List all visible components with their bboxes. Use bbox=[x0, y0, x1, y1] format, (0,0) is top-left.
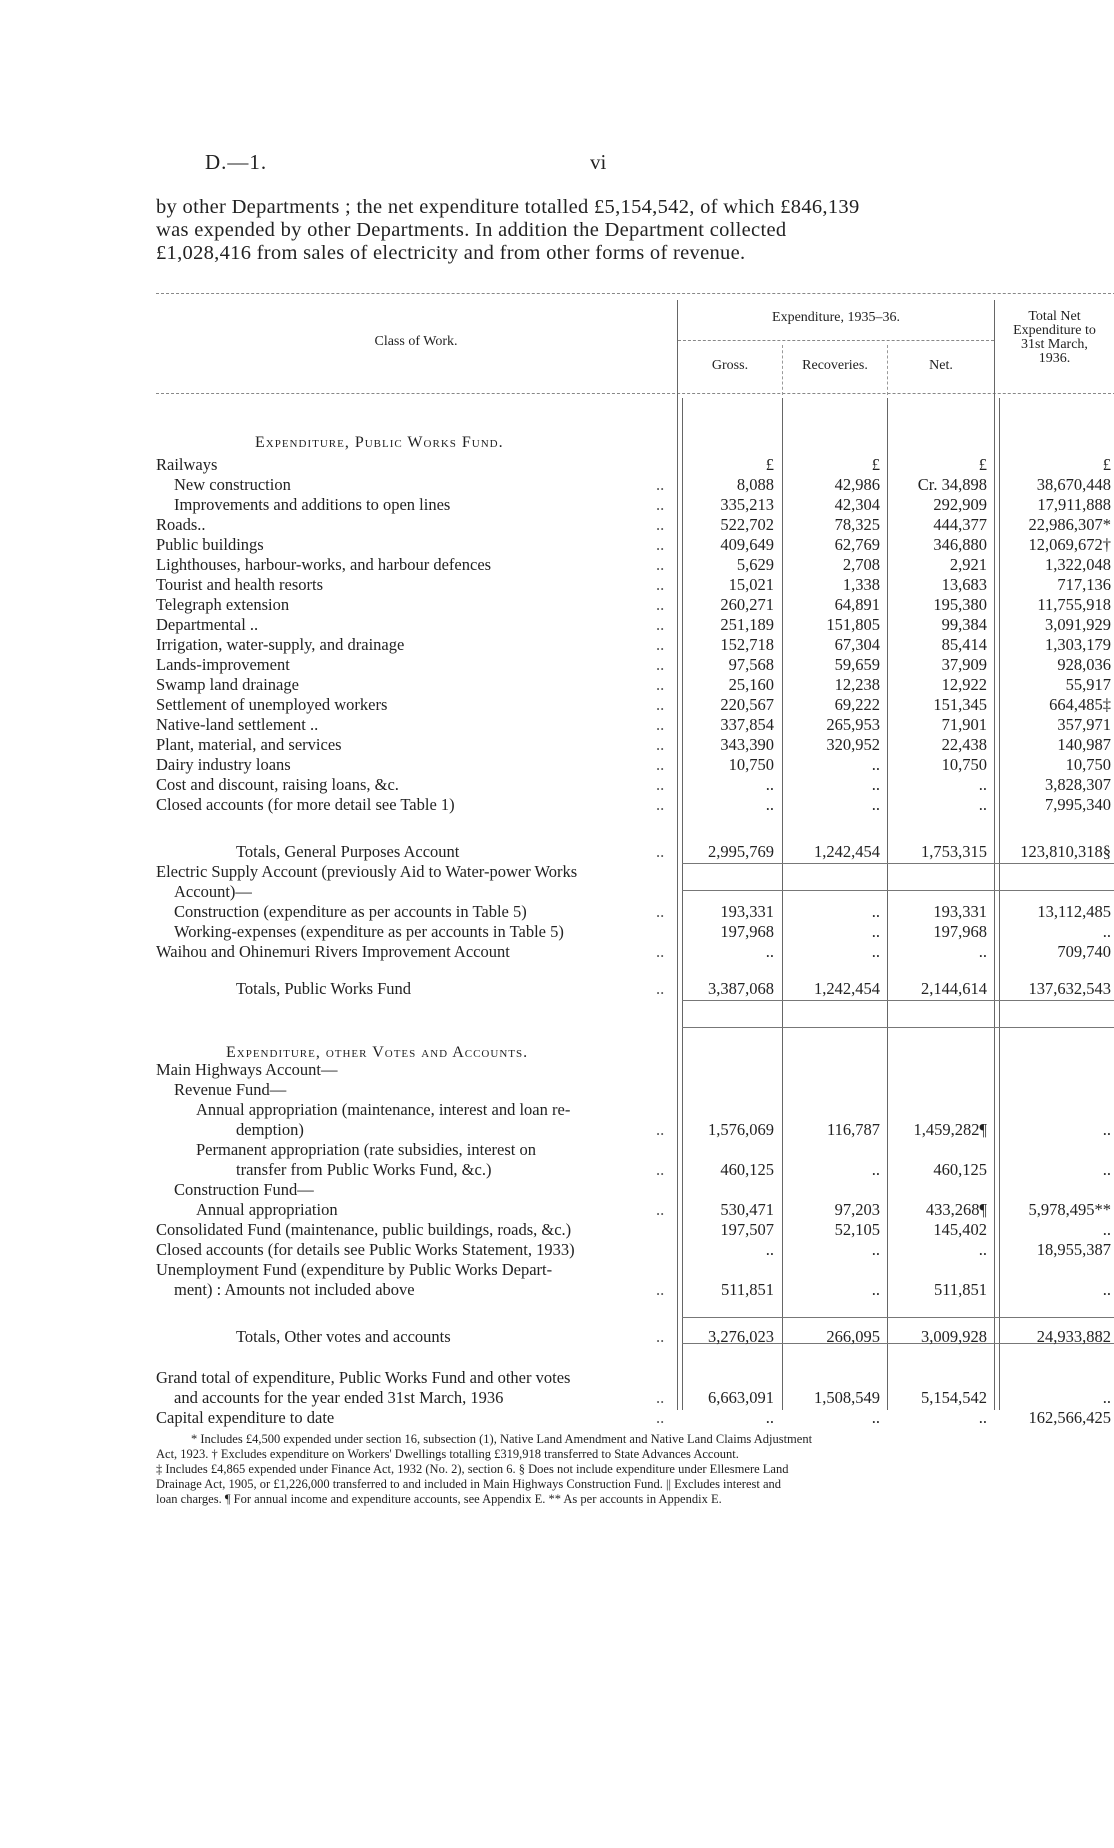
cell-c3: 511,851 bbox=[933, 1280, 987, 1299]
row-label: Totals, General Purposes Account bbox=[236, 842, 460, 861]
row-label: Closed accounts (for details see Public Works Statement, 1933) bbox=[156, 1240, 575, 1259]
cell-c3: .. bbox=[978, 942, 987, 961]
leader-dots: .. bbox=[656, 535, 665, 554]
row-label: Waihou and Ohinemuri Rivers Improvement Account bbox=[156, 942, 510, 961]
row-label: Grand total of expenditure, Public Works Fund and other votes bbox=[156, 1368, 571, 1387]
total-rule bbox=[682, 1317, 1114, 1318]
cell-c2: 1,242,454 bbox=[814, 842, 880, 861]
leader-dots: .. bbox=[656, 715, 665, 734]
leader-dots: .. bbox=[656, 795, 665, 814]
expenditure-group-header: Expenditure, 1935–36. bbox=[772, 310, 900, 325]
cell-c4: 18,955,387 bbox=[1036, 1240, 1111, 1259]
leader-dots: .. bbox=[656, 1200, 665, 1219]
row-label: Roads.. bbox=[156, 515, 206, 534]
footnote-line: Drainage Act, 1905, or £1,226,000 transferred to and included in Main Highways Construction Fund. || Excludes interest and bbox=[156, 1477, 782, 1491]
cell-c4: 123,810,318§ bbox=[1020, 842, 1111, 861]
footnote-line: loan charges. ¶ For annual income and expenditure accounts, see Appendix E. ** As per accounts in Appendix E. bbox=[156, 1492, 722, 1506]
table-row bbox=[0, 595, 1114, 615]
leader-dots: .. bbox=[656, 495, 665, 514]
leader-dots: .. bbox=[656, 475, 665, 494]
cell-c3: 12,922 bbox=[941, 675, 987, 694]
row-label: Dairy industry loans bbox=[156, 755, 291, 774]
cell-c1: 152,718 bbox=[720, 635, 774, 654]
cell-c2: 52,105 bbox=[834, 1220, 880, 1239]
cell-c2: 1,338 bbox=[842, 575, 880, 594]
row-label: Permanent appropriation (rate subsidies, interest on bbox=[196, 1140, 536, 1159]
table-row bbox=[0, 1327, 1114, 1347]
cell-c3: 22,438 bbox=[941, 735, 987, 754]
cell-c4: 55,917 bbox=[1065, 675, 1111, 694]
cell-c1: 522,702 bbox=[720, 515, 774, 534]
leader-dots: .. bbox=[656, 1120, 665, 1139]
row-label: Lighthouses, harbour-works, and harbour defences bbox=[156, 555, 492, 574]
cell-c3: 195,380 bbox=[933, 595, 987, 614]
cell-c4: 10,750 bbox=[1065, 755, 1111, 774]
table-row bbox=[0, 695, 1114, 715]
table-top-rule bbox=[156, 293, 1114, 294]
row-label: Swamp land drainage bbox=[156, 675, 299, 694]
cell-c3: 85,414 bbox=[941, 635, 987, 654]
leader-dots: .. bbox=[656, 575, 665, 594]
cell-c4: 22,986,307* bbox=[1028, 515, 1111, 534]
row-label: Annual appropriation bbox=[196, 1200, 338, 1219]
cell-c2: 42,304 bbox=[834, 495, 880, 514]
cell-c4: .. bbox=[1102, 1120, 1111, 1139]
cell-c4: 38,670,448 bbox=[1036, 475, 1111, 494]
leader-dots: .. bbox=[656, 755, 665, 774]
page-number: vi bbox=[590, 150, 607, 174]
cell-c1: 15,021 bbox=[728, 575, 774, 594]
cell-c3: 444,377 bbox=[933, 515, 987, 534]
leader-dots: .. bbox=[656, 902, 665, 921]
cell-c3: 460,125 bbox=[933, 1160, 987, 1179]
cell-c3: 151,345 bbox=[933, 695, 987, 714]
leader-dots: .. bbox=[656, 735, 665, 754]
row-label: Settlement of unemployed workers bbox=[156, 695, 388, 714]
cell-c1: 2,995,769 bbox=[708, 842, 774, 861]
cell-c4: 928,036 bbox=[1057, 655, 1111, 674]
cell-c2: 78,325 bbox=[834, 515, 880, 534]
table-row bbox=[0, 1080, 1114, 1100]
cell-c3: Cr. 34,898 bbox=[917, 475, 987, 494]
cell-c2: 1,508,549 bbox=[814, 1388, 880, 1407]
cell-c2: .. bbox=[871, 775, 880, 794]
cell-c3: 433,268¶ bbox=[925, 1200, 987, 1219]
row-label: New construction bbox=[174, 475, 291, 494]
cell-c1: 530,471 bbox=[720, 1200, 774, 1219]
leader-dots: .. bbox=[656, 655, 665, 674]
cell-c1: .. bbox=[765, 795, 774, 814]
cell-c1: 8,088 bbox=[736, 475, 774, 494]
cell-c3: 197,968 bbox=[933, 922, 987, 941]
table-row bbox=[0, 495, 1114, 515]
cell-c2: .. bbox=[871, 942, 880, 961]
row-label: transfer from Public Works Fund, &c.) bbox=[236, 1160, 492, 1179]
cell-c2: 1,242,454 bbox=[814, 979, 880, 998]
table-row bbox=[0, 775, 1114, 795]
cell-c2: .. bbox=[871, 1240, 880, 1259]
cell-c1: .. bbox=[765, 1408, 774, 1427]
cell-c3: 145,402 bbox=[933, 1220, 987, 1239]
cell-c2: 320,952 bbox=[826, 735, 880, 754]
cell-c1: 409,649 bbox=[720, 535, 774, 554]
table-row bbox=[0, 575, 1114, 595]
cell-c2: .. bbox=[871, 1280, 880, 1299]
table-row bbox=[0, 455, 1114, 475]
cell-c3: 13,683 bbox=[941, 575, 987, 594]
gross-header: Gross. bbox=[711, 358, 749, 373]
table-row bbox=[0, 942, 1114, 962]
cell-c1: 97,568 bbox=[728, 655, 774, 674]
row-label: Account)— bbox=[174, 882, 252, 901]
cell-c2: 2,708 bbox=[842, 555, 880, 574]
intro-line: £1,028,416 from sales of electricity and from other forms of revenue. bbox=[156, 242, 746, 264]
cell-c1: 260,271 bbox=[720, 595, 774, 614]
total-net-header: Total Net Expenditure to 31st March, 1936. bbox=[1013, 309, 1096, 366]
cell-c3: 5,154,542 bbox=[921, 1388, 987, 1407]
table-row bbox=[0, 1120, 1114, 1140]
cell-c4: £ bbox=[1102, 455, 1111, 474]
row-label: Totals, Other votes and accounts bbox=[236, 1327, 451, 1346]
recoveries-header: Recoveries. bbox=[802, 358, 868, 373]
cell-c4: .. bbox=[1102, 1220, 1111, 1239]
cell-c1: 337,854 bbox=[720, 715, 774, 734]
table-row bbox=[0, 475, 1114, 495]
cell-c4: 664,485‡ bbox=[1049, 695, 1111, 714]
row-label: Departmental .. bbox=[156, 615, 259, 634]
cell-c4: 11,755,918 bbox=[1037, 595, 1111, 614]
cell-c2: 151,805 bbox=[826, 615, 880, 634]
cell-c3: .. bbox=[978, 775, 987, 794]
table-row bbox=[0, 1140, 1114, 1160]
cell-c4: 5,978,495** bbox=[1028, 1200, 1111, 1219]
row-label: Improvements and additions to open lines bbox=[174, 495, 451, 514]
cell-c1: .. bbox=[765, 942, 774, 961]
cell-c2: 266,095 bbox=[826, 1327, 880, 1346]
cell-c4: 717,136 bbox=[1057, 575, 1111, 594]
leader-dots: .. bbox=[656, 942, 665, 961]
cell-c1: 193,331 bbox=[720, 902, 774, 921]
row-label: Unemployment Fund (expenditure by Public Works Depart- bbox=[156, 1260, 553, 1279]
table-row bbox=[0, 1388, 1114, 1408]
cell-c2: 42,986 bbox=[834, 475, 880, 494]
cell-c3: 3,009,928 bbox=[921, 1327, 987, 1346]
row-label: Public buildings bbox=[156, 535, 264, 554]
leader-dots: .. bbox=[656, 1408, 665, 1427]
table-row bbox=[0, 979, 1114, 999]
row-label: Tourist and health resorts bbox=[156, 575, 324, 594]
row-label: demption) bbox=[236, 1120, 304, 1139]
cell-c4: 1,303,179 bbox=[1045, 635, 1111, 654]
leader-dots: .. bbox=[656, 842, 665, 861]
cell-c2: 97,203 bbox=[834, 1200, 880, 1219]
table-row bbox=[0, 902, 1114, 922]
table-row bbox=[0, 1180, 1114, 1200]
cell-c1: 25,160 bbox=[728, 675, 774, 694]
table-row bbox=[0, 882, 1114, 902]
leader-dots: .. bbox=[656, 595, 665, 614]
cell-c3: 71,901 bbox=[941, 715, 987, 734]
cell-c4: 709,740 bbox=[1057, 942, 1111, 961]
table-row bbox=[0, 1060, 1114, 1080]
row-label: Closed accounts (for more detail see Table 1) bbox=[156, 795, 455, 814]
table-row bbox=[0, 1240, 1114, 1260]
intro-paragraph bbox=[156, 196, 1056, 265]
table-row bbox=[0, 615, 1114, 635]
leader-dots: .. bbox=[656, 1280, 665, 1299]
leader-dots: .. bbox=[656, 979, 665, 998]
section-title-other-votes: Expenditure, other Votes and Accounts. bbox=[226, 1044, 529, 1061]
row-label: Construction Fund— bbox=[174, 1180, 314, 1199]
leader-dots: .. bbox=[656, 1160, 665, 1179]
leader-dots: .. bbox=[656, 695, 665, 714]
intro-line: was expended by other Departments. In addition the Department collected bbox=[156, 219, 787, 241]
table-row bbox=[0, 1220, 1114, 1240]
row-label: Plant, material, and services bbox=[156, 735, 342, 754]
leader-dots: .. bbox=[656, 615, 665, 634]
table-row bbox=[0, 1280, 1114, 1300]
footnote-line: ‡ Includes £4,865 expended under Finance Act, 1932 (No. 2), section 6. § Does not include expenditure under Ellesmere Land bbox=[156, 1462, 789, 1476]
cell-c3: 99,384 bbox=[941, 615, 987, 634]
total-rule bbox=[682, 1027, 1114, 1028]
net-header: Net. bbox=[929, 358, 953, 373]
row-label: Telegraph extension bbox=[156, 595, 290, 614]
section-title-public-works: Expenditure, Public Works Fund. bbox=[255, 434, 504, 451]
row-label: Native-land settlement .. bbox=[156, 715, 319, 734]
row-label: Working-expenses (expenditure as per accounts in Table 5) bbox=[174, 922, 564, 941]
cell-c2: .. bbox=[871, 755, 880, 774]
cell-c2: .. bbox=[871, 1160, 880, 1179]
class-of-work-header: Class of Work. bbox=[374, 334, 458, 349]
cell-c4: 3,828,307 bbox=[1045, 775, 1111, 794]
cell-c1: 343,390 bbox=[720, 735, 774, 754]
cell-c3: £ bbox=[978, 455, 987, 474]
footnote-line: Act, 1923. † Excludes expenditure on Workers' Dwellings totalling £319,918 transferred to State Advances Account. bbox=[156, 1447, 739, 1461]
footnotes bbox=[156, 1432, 1114, 1507]
cell-c4: 140,987 bbox=[1057, 735, 1111, 754]
cell-c1: 6,663,091 bbox=[708, 1388, 774, 1407]
row-label: Revenue Fund— bbox=[174, 1080, 287, 1099]
table-row bbox=[0, 755, 1114, 775]
cell-c1: 10,750 bbox=[728, 755, 774, 774]
footnote-line: * Includes £4,500 expended under section 16, subsection (1), Native Land Amendment and Native Land Claims Adjustment bbox=[191, 1432, 813, 1446]
table-row bbox=[0, 515, 1114, 535]
row-label: Lands-improvement bbox=[156, 655, 290, 674]
cell-c4: .. bbox=[1102, 1388, 1111, 1407]
cell-c2: 69,222 bbox=[834, 695, 880, 714]
cell-c2: 116,787 bbox=[826, 1120, 880, 1139]
row-label: and accounts for the year ended 31st March, 1936 bbox=[174, 1388, 504, 1407]
leader-dots: .. bbox=[656, 555, 665, 574]
table-row bbox=[0, 1368, 1114, 1388]
cell-c3: 2,144,614 bbox=[921, 979, 987, 998]
table-row bbox=[0, 635, 1114, 655]
cell-c1: 3,276,023 bbox=[708, 1327, 774, 1346]
cell-c1: .. bbox=[765, 1240, 774, 1259]
leader-dots: .. bbox=[656, 1327, 665, 1346]
cell-c1: 251,189 bbox=[720, 615, 774, 634]
table-row bbox=[0, 1100, 1114, 1120]
cell-c2: 59,659 bbox=[834, 655, 880, 674]
row-label: Annual appropriation (maintenance, interest and loan re- bbox=[196, 1100, 571, 1119]
table-row bbox=[0, 842, 1114, 862]
cell-c4: 7,995,340 bbox=[1045, 795, 1111, 814]
table-row bbox=[0, 1200, 1114, 1220]
cell-c1: 511,851 bbox=[720, 1280, 774, 1299]
cell-c3: .. bbox=[978, 1240, 987, 1259]
cell-c1: £ bbox=[765, 455, 774, 474]
leader-dots: .. bbox=[656, 635, 665, 654]
cell-c3: 2,921 bbox=[949, 555, 987, 574]
row-label: Electric Supply Account (previously Aid to Water-power Works bbox=[156, 862, 578, 881]
cell-c2: 265,953 bbox=[826, 715, 880, 734]
row-label: Cost and discount, raising loans, &c. bbox=[156, 775, 399, 794]
cell-c3: 292,909 bbox=[933, 495, 987, 514]
table-row bbox=[0, 1260, 1114, 1280]
table-row bbox=[0, 795, 1114, 815]
cell-c3: 10,750 bbox=[941, 755, 987, 774]
cell-c2: .. bbox=[871, 795, 880, 814]
cell-c1: 3,387,068 bbox=[708, 979, 774, 998]
intro-line: by other Departments ; the net expenditure totalled £5,154,542, of which £846,139 bbox=[156, 196, 860, 218]
cell-c2: .. bbox=[871, 1408, 880, 1427]
header-bottom-rule bbox=[156, 393, 1114, 394]
cell-c4: .. bbox=[1102, 922, 1111, 941]
cell-c2: .. bbox=[871, 922, 880, 941]
cell-c4: 3,091,929 bbox=[1045, 615, 1111, 634]
cell-c4: 13,112,485 bbox=[1037, 902, 1111, 921]
document-code: D.—1. bbox=[205, 150, 268, 174]
leader-dots: .. bbox=[656, 675, 665, 694]
row-label: Irrigation, water-supply, and drainage bbox=[156, 635, 405, 654]
cell-c1: 220,567 bbox=[720, 695, 774, 714]
cell-c4: 162,566,425 bbox=[1028, 1408, 1111, 1427]
row-label: Capital expenditure to date bbox=[156, 1408, 335, 1427]
cell-c1: 335,213 bbox=[720, 495, 774, 514]
cell-c2: .. bbox=[871, 902, 880, 921]
cell-c1: .. bbox=[765, 775, 774, 794]
cell-c4: 357,971 bbox=[1057, 715, 1111, 734]
cell-c4: .. bbox=[1102, 1280, 1111, 1299]
cell-c4: 1,322,048 bbox=[1045, 555, 1111, 574]
cell-c2: 62,769 bbox=[834, 535, 880, 554]
table-row bbox=[0, 715, 1114, 735]
cell-c2: 12,238 bbox=[834, 675, 880, 694]
cell-c3: 37,909 bbox=[941, 655, 987, 674]
cell-c4: 17,911,888 bbox=[1037, 495, 1111, 514]
leader-dots: .. bbox=[656, 775, 665, 794]
cell-c1: 197,968 bbox=[720, 922, 774, 941]
cell-c3: 193,331 bbox=[933, 902, 987, 921]
leader-dots: .. bbox=[656, 1388, 665, 1407]
cell-c3: 1,459,282¶ bbox=[913, 1120, 987, 1139]
row-label: Main Highways Account— bbox=[156, 1060, 338, 1079]
table-row bbox=[0, 535, 1114, 555]
table-row bbox=[0, 655, 1114, 675]
row-label: ment) : Amounts not included above bbox=[174, 1280, 415, 1299]
table-row bbox=[0, 922, 1114, 942]
cell-c4: 24,933,882 bbox=[1036, 1327, 1111, 1346]
row-label: Construction (expenditure as per accounts in Table 5) bbox=[174, 902, 527, 921]
cell-c3: .. bbox=[978, 1408, 987, 1427]
cell-c3: .. bbox=[978, 795, 987, 814]
table-row bbox=[0, 675, 1114, 695]
cell-c1: 197,507 bbox=[720, 1220, 774, 1239]
cell-c1: 5,629 bbox=[736, 555, 774, 574]
row-label: Consolidated Fund (maintenance, public buildings, roads, &c.) bbox=[156, 1220, 572, 1239]
cell-c2: 67,304 bbox=[834, 635, 880, 654]
cell-c3: 1,753,315 bbox=[921, 842, 987, 861]
table-row bbox=[0, 555, 1114, 575]
cell-c4: 12,069,672† bbox=[1028, 535, 1111, 554]
row-label: Totals, Public Works Fund bbox=[236, 979, 412, 998]
table-row bbox=[0, 862, 1114, 882]
table-row bbox=[0, 1160, 1114, 1180]
cell-c4: .. bbox=[1102, 1160, 1111, 1179]
cell-c2: 64,891 bbox=[834, 595, 880, 614]
expenditure-group-rule bbox=[678, 340, 994, 341]
total-rule bbox=[682, 1000, 1114, 1001]
row-label: Railways bbox=[156, 455, 218, 474]
table-row bbox=[0, 1408, 1114, 1428]
table-row bbox=[0, 735, 1114, 755]
cell-c1: 1,576,069 bbox=[708, 1120, 774, 1139]
cell-c3: 346,880 bbox=[933, 535, 987, 554]
cell-c2: £ bbox=[871, 455, 880, 474]
cell-c1: 460,125 bbox=[720, 1160, 774, 1179]
cell-c4: 137,632,543 bbox=[1028, 979, 1111, 998]
leader-dots: .. bbox=[656, 515, 665, 534]
